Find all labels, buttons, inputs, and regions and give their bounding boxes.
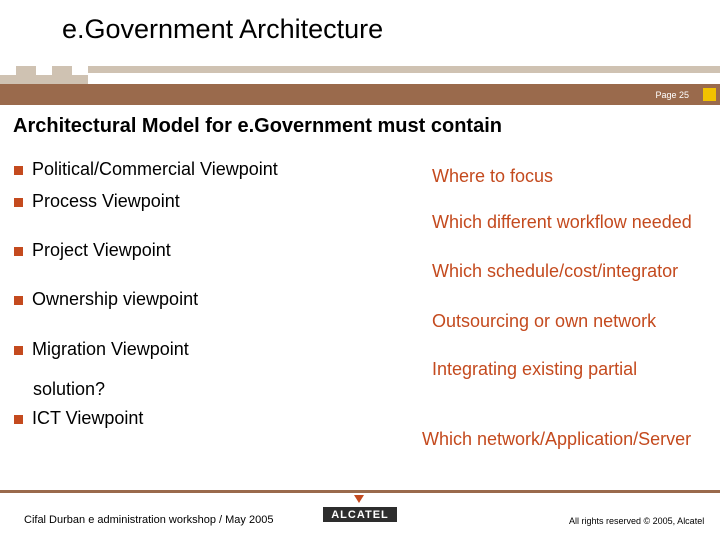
decor-square bbox=[36, 75, 52, 84]
decor-line bbox=[88, 66, 720, 73]
decor-square bbox=[52, 66, 72, 84]
bullet-political bbox=[14, 159, 278, 180]
bullet-square-icon bbox=[14, 296, 23, 305]
decor-square bbox=[16, 66, 36, 84]
footer-event-text: Cifal Durban e administration workshop / May 2005 bbox=[24, 514, 274, 526]
slide-heading: Architectural Model for e.Government must contain bbox=[13, 115, 502, 137]
footer-divider bbox=[0, 490, 720, 493]
alcatel-logo bbox=[323, 495, 397, 525]
answer-political: Where to focus bbox=[432, 166, 554, 186]
answer-project: Which schedule/cost/integrator bbox=[432, 261, 679, 281]
answer-process: Which different workflow needed bbox=[432, 212, 692, 232]
bullet-text: Political/Commercial Viewpoint bbox=[32, 159, 278, 179]
answer-migration: Integrating existing partial bbox=[432, 359, 638, 379]
bullet-square-icon bbox=[14, 247, 23, 256]
logo-wordmark: ALCATEL bbox=[323, 507, 397, 522]
bullet-process bbox=[14, 191, 180, 212]
answer-ict: Which network/Application/Server bbox=[422, 429, 692, 449]
bullet-square-icon bbox=[14, 346, 23, 355]
bullet-ownership bbox=[14, 289, 198, 310]
footer-copyright: All rights reserved © 2005, Alcatel bbox=[569, 516, 705, 526]
bullet-text: Project Viewpoint bbox=[32, 240, 171, 260]
bullet-square-icon bbox=[14, 415, 23, 424]
page-marker-square bbox=[703, 88, 716, 101]
bullet-square-icon bbox=[14, 198, 23, 207]
bullet-text: ICT Viewpoint bbox=[32, 408, 144, 428]
bullet-text: Process Viewpoint bbox=[32, 191, 180, 211]
logo-triangle-icon bbox=[354, 495, 364, 503]
slide-title: e.Government Architecture bbox=[62, 14, 384, 44]
bullet-ict bbox=[14, 408, 143, 429]
decor-square bbox=[72, 75, 88, 84]
bullet-project bbox=[14, 240, 171, 261]
continuation-text: solution? bbox=[33, 379, 106, 399]
bullet-text: Ownership viewpoint bbox=[32, 289, 199, 309]
page-number: Page 25 bbox=[655, 90, 689, 100]
decor-square bbox=[0, 75, 16, 84]
answer-ownership: Outsourcing or own network bbox=[432, 311, 657, 331]
bullet-migration bbox=[14, 339, 189, 360]
bullet-square-icon bbox=[14, 166, 23, 175]
header-bar bbox=[0, 84, 720, 105]
bullet-text: Migration Viewpoint bbox=[32, 339, 189, 359]
